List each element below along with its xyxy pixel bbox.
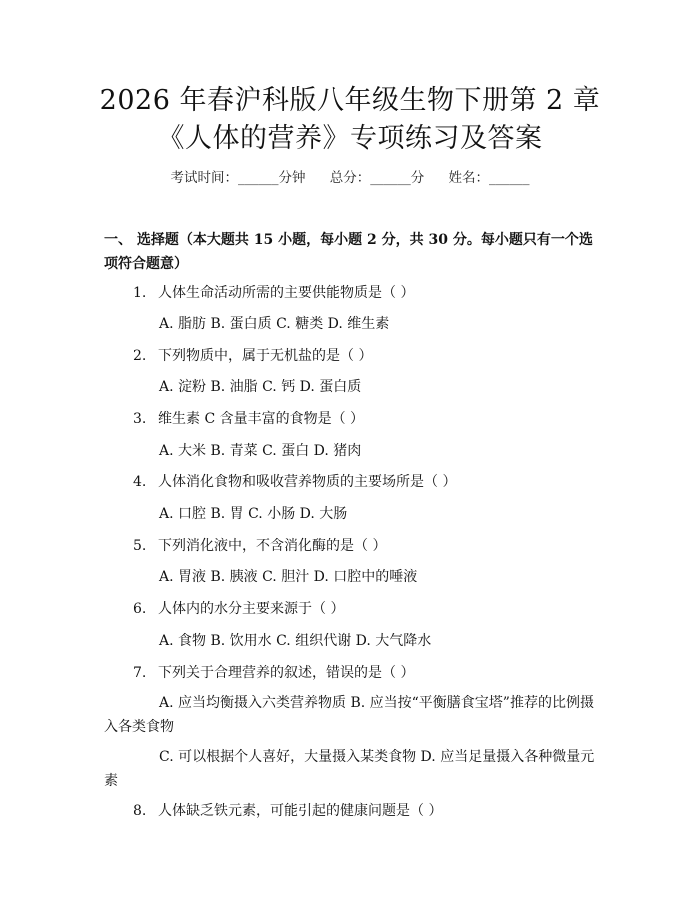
question-text: 下列消化液中，不含消化酶的是（ ） xyxy=(158,538,387,554)
question-number: 2. xyxy=(133,348,147,364)
total-score-field: 总分：______分 xyxy=(329,170,425,186)
question-number: 6. xyxy=(133,601,147,617)
question-options: A. 淀粉 B. 油脂 C. 钙 D. 蛋白质 xyxy=(159,379,362,395)
question-stem xyxy=(133,801,603,821)
exam-meta xyxy=(0,166,700,186)
question-text: 人体内的水分主要来源于（ ） xyxy=(158,601,345,617)
exam-time-field: 考试时间：______分钟 xyxy=(170,170,306,186)
question-number: 5. xyxy=(133,538,147,554)
question-number: 8. xyxy=(133,803,147,819)
section-heading: 一、 选择题（本大题共 15 小题，每小题 2 分，共 30 分。每小题只有一个选项符合题意） xyxy=(104,232,593,272)
question-stem xyxy=(133,536,603,556)
question-text: 人体消化食物和吸收营养物质的主要场所是（ ） xyxy=(158,474,457,490)
question-options: A. 食物 B. 饮用水 C. 组织代谢 D. 大气降水 xyxy=(159,633,432,649)
question-options: A. 脂肪 B. 蛋白质 C. 糖类 D. 维生素 xyxy=(159,316,390,332)
question-number: 4. xyxy=(133,474,147,490)
question-stem xyxy=(133,663,603,683)
document-title: 2026 年春沪科版八年级生物下册第 2 章《人体的营养》专项练习及答案 xyxy=(99,85,601,154)
question-text: 人体缺乏铁元素，可能引起的健康问题是（ ） xyxy=(158,803,443,819)
question-options: A. 大米 B. 青菜 C. 蛋白 D. 猪肉 xyxy=(159,443,362,459)
student-name-field: 姓名：______ xyxy=(448,170,530,186)
question-number: 3. xyxy=(133,411,147,427)
question-number: 7. xyxy=(133,665,147,681)
question-text: 维生素 C 含量丰富的食物是（ ） xyxy=(158,411,365,427)
question-text: 下列物质中，属于无机盐的是（ ） xyxy=(158,348,373,364)
question-number: 1. xyxy=(133,285,147,301)
question-text: 人体生命活动所需的主要供能物质是（ ） xyxy=(158,285,415,301)
question-stem xyxy=(133,409,603,429)
question-options: C. 可以根据个人喜好，大量摄入某类食物 D. 应当足量摄入各种微量元素 xyxy=(104,749,595,789)
question-options: A. 胃液 B. 胰液 C. 胆汁 D. 口腔中的唾液 xyxy=(159,569,418,585)
question-stem xyxy=(133,599,603,619)
question-options: A. 口腔 B. 胃 C. 小肠 D. 大肠 xyxy=(159,506,348,522)
question-text: 下列关于合理营养的叙述，错误的是（ ） xyxy=(158,665,415,681)
question-stem xyxy=(133,283,603,303)
question-stem xyxy=(133,346,603,366)
question-options: A. 应当均衡摄入六类营养物质 B. 应当按“平衡膳食宝塔”推荐的比例摄入各类食物 xyxy=(104,695,594,735)
question-stem xyxy=(133,472,603,492)
